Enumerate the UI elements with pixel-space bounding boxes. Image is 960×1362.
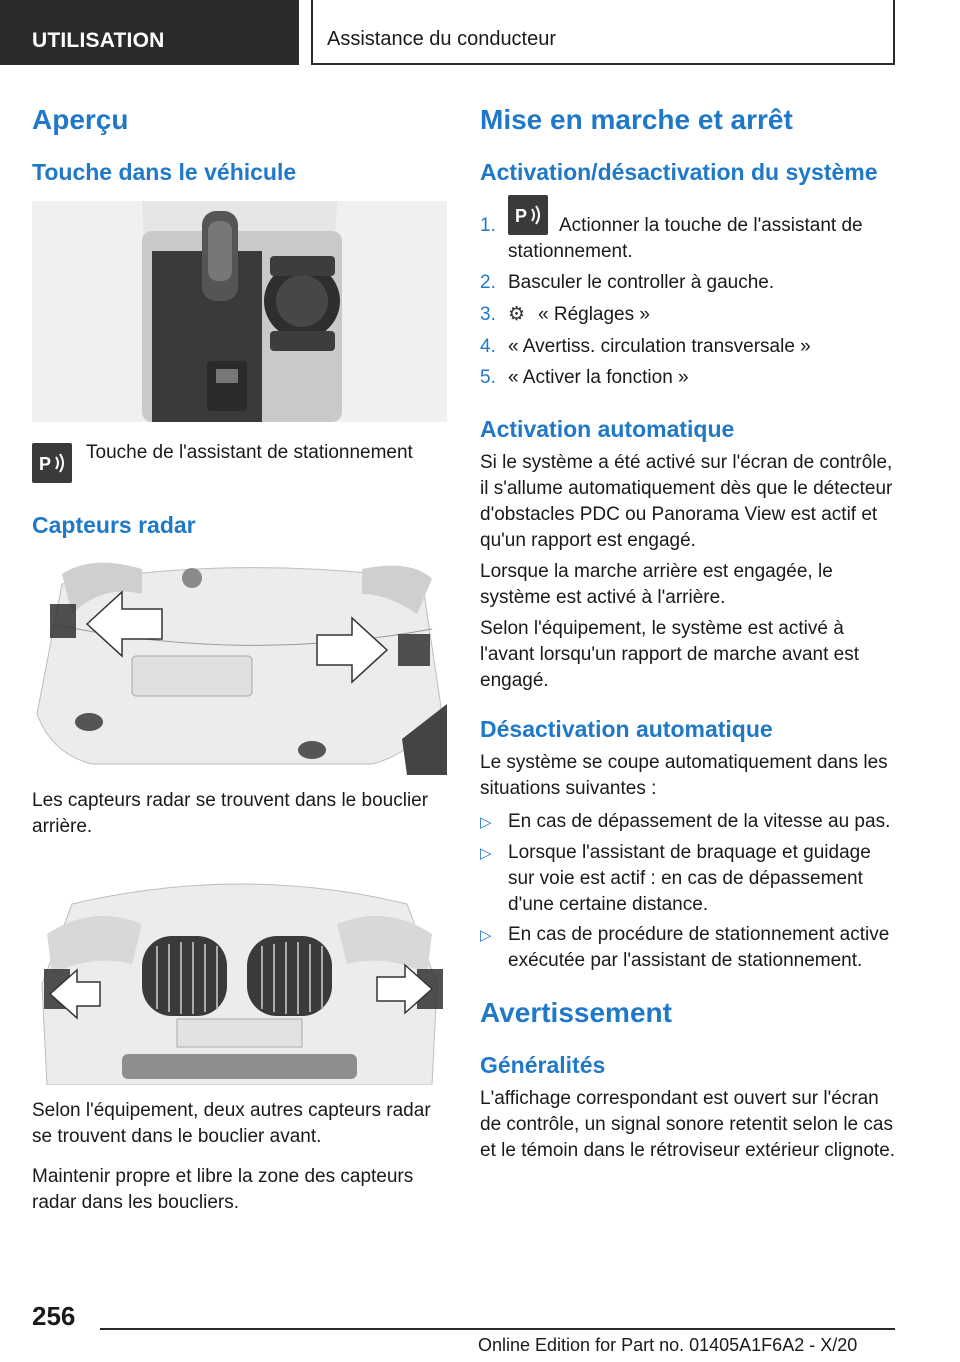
step-number: 1. xyxy=(480,215,496,236)
subtitle-auto-activation: Activation automatique xyxy=(480,416,735,442)
parking-assistant-button-icon xyxy=(32,443,72,483)
paragraph-deactivation: Le système se coupe automatiquement dans les situations suivantes : xyxy=(480,752,888,799)
section-label: UTILISATION xyxy=(32,29,165,52)
step-number: 3. xyxy=(480,304,496,325)
chapter-box xyxy=(311,0,895,65)
section-tab xyxy=(0,0,299,65)
svg-text:P: P xyxy=(39,454,52,474)
gear-icon: ⚙ xyxy=(508,304,526,325)
icon-caption: Touche de l'assistant de stationnement xyxy=(86,442,413,463)
page-title: Aperçu xyxy=(32,104,129,135)
step-text: « Avertiss. circulation transversale » xyxy=(508,336,811,357)
section-title-warning: Avertissement xyxy=(480,997,672,1028)
paragraph-rear-sensors: Les capteurs radar se trouvent dans le bouclier arrière. xyxy=(32,790,429,837)
chapter-label: Assistance du conducteur xyxy=(327,28,557,50)
step-number: 5. xyxy=(480,367,496,388)
step-text: Basculer le controller à gauche. xyxy=(508,272,775,293)
bullet-text: Lorsque l'assistant de braquage et guidage sur voie est actif : en cas de dépassement d'une certaine distance. xyxy=(508,842,871,915)
paragraph-keep-clean: Maintenir propre et libre la zone des capteurs radar dans les boucliers. xyxy=(32,1166,414,1213)
paragraph-auto-activation-2: Lorsque la marche arrière est engagée, le système est activé à l'arrière. xyxy=(480,561,833,608)
front-bumper-image xyxy=(32,864,447,1085)
step-4 xyxy=(480,334,895,360)
section-title-on-off: Mise en marche et arrêt xyxy=(480,104,793,135)
step-number: 2. xyxy=(480,272,496,293)
step-1-text: Actionner la touche de l'assistant de stationnement. xyxy=(508,215,863,262)
bullet-text: En cas de procédure de stationnement active exécutée par l'assistant de stationnement. xyxy=(508,924,890,971)
step-number: 4. xyxy=(480,336,496,357)
paragraph-auto-activation-3: Selon l'équipement, le système est activé à l'avant lorsqu'un rapport de marche avant est engagé. xyxy=(480,618,860,691)
subtitle-radar-sensors: Capteurs radar xyxy=(32,512,196,538)
edition-note: Online Edition for Part no. 01405A1F6A2 - X/20 xyxy=(478,1335,858,1355)
svg-text:P: P xyxy=(515,206,528,226)
paragraph-front-sensors: Selon l'équipement, deux autres capteurs radar se trouvent dans le bouclier avant. xyxy=(32,1100,431,1147)
footer-divider xyxy=(100,1328,895,1330)
subtitle-button-in-vehicle: Touche dans le véhicule xyxy=(32,159,297,185)
bullet-text: En cas de dépassement de la vitesse au pas. xyxy=(508,811,891,832)
step-3 xyxy=(480,302,895,328)
triangle-bullet-icon: ▷ xyxy=(480,814,492,831)
center-console-image xyxy=(32,201,447,422)
page-number: 256 xyxy=(32,1301,76,1331)
subtitle-general: Généralités xyxy=(480,1052,606,1078)
step-text: « Activer la fonction » xyxy=(508,367,689,388)
step-5 xyxy=(480,365,895,391)
subtitle-auto-deactivation: Désactivation automatique xyxy=(480,716,773,742)
triangle-bullet-icon: ▷ xyxy=(480,927,492,944)
paragraph-general: L'affichage correspondant est ouvert sur l'écran de contrôle, un signal sonore retentit selon le cas et le témoin dans le rétroviseur extérieur clignote. xyxy=(480,1088,896,1161)
rear-bumper-image xyxy=(32,554,447,775)
subtitle-activation: Activation/désactivation du système xyxy=(480,159,878,185)
triangle-bullet-icon: ▷ xyxy=(480,845,492,862)
step-text: « Réglages » xyxy=(538,304,650,325)
step-2 xyxy=(480,270,895,296)
paragraph-auto-activation-1: Si le système a été activé sur l'écran de contrôle, il s'allume automatiquement dès que le détecteur d'obstacles PDC ou Panorama View est actif et qu'un rapport est engagé. xyxy=(480,452,893,551)
